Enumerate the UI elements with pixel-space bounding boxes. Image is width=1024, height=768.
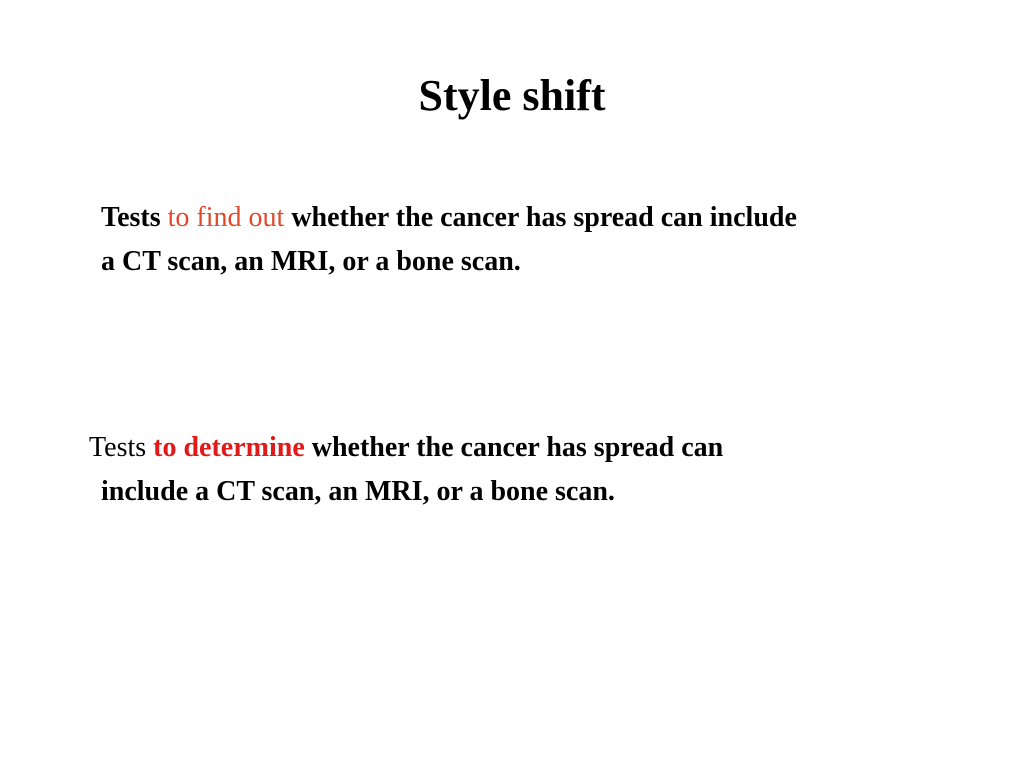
example-sentence-1 xyxy=(101,196,797,284)
sentence-2-highlight: to determine xyxy=(153,432,305,463)
sentence-1-rest: whether the cancer has spread can include xyxy=(291,202,797,233)
sentence-2-line-2: include a CT scan, an MRI, or a bone scan. xyxy=(101,476,615,507)
sentence-1-highlight: to find out xyxy=(167,202,285,233)
example-sentence-2 xyxy=(89,426,723,514)
sentence-2-first-word: Tests xyxy=(89,432,147,463)
slide-title: Style shift xyxy=(418,71,606,120)
sentence-2-line-1 xyxy=(89,426,723,470)
sentence-2-rest: whether the cancer has spread can xyxy=(311,432,724,463)
sentence-1-first-word: Tests xyxy=(101,202,161,233)
sentence-1-line-1 xyxy=(101,196,797,240)
sentence-1-line-2: a CT scan, an MRI, or a bone scan. xyxy=(101,246,521,277)
